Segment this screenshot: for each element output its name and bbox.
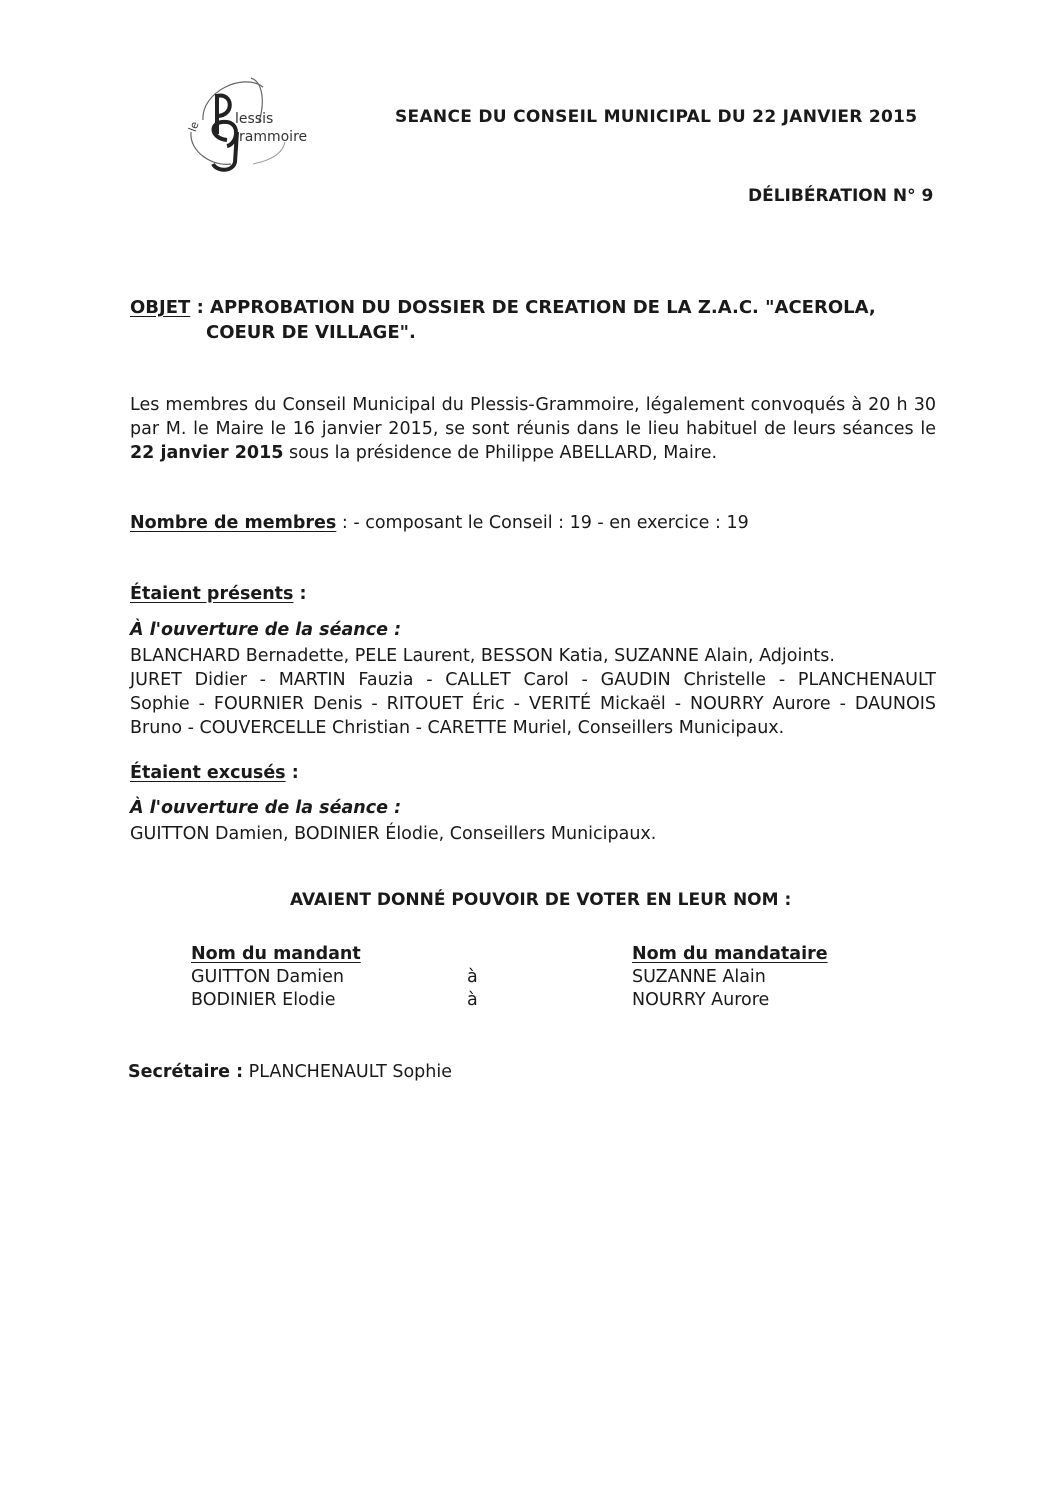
- svg-text:lessis: lessis: [235, 111, 274, 127]
- a-cell: à: [467, 990, 478, 1010]
- membres-label: Nombre de membres: [130, 513, 337, 533]
- deliberation-number: DÉLIBÉRATION N° 9: [748, 186, 934, 206]
- objet-line1: APPROBATION DU DOSSIER DE CREATION DE LA Z.A.C. "ACEROLA,: [210, 297, 876, 318]
- membres-line: [130, 513, 749, 533]
- presents-line4: Bruno - COUVERCELLE Christian - CARETTE Muriel, Conseillers Municipaux.: [130, 718, 785, 738]
- svg-text:le: le: [186, 119, 202, 134]
- excuses-list: GUITTON Damien, BODINIER Élodie, Conseillers Municipaux.: [130, 824, 657, 844]
- excuses-heading: Étaient excusés :: [130, 763, 299, 783]
- secretaire-label: Secrétaire :: [128, 1062, 244, 1082]
- intro-paragraph: [130, 393, 936, 465]
- presents-list: [130, 644, 936, 740]
- svg-text:rammoire: rammoire: [239, 129, 308, 145]
- col-mandant-header: Nom du mandant: [191, 944, 361, 964]
- membres-text: : - composant le Conseil : 19 - en exercice : 19: [336, 513, 749, 533]
- intro-part1: Les membres du Conseil Municipal du Plessis-Grammoire, légalement convoqués à 20 h 30 par M. le Maire le 16 janvier 2015, se sont réunis dans le lieu habituel de leurs séances le: [130, 395, 936, 439]
- objet-label: OBJET: [130, 297, 191, 318]
- presents-heading: Étaient présents :: [130, 584, 307, 604]
- col-mandataire-header: Nom du mandataire: [632, 944, 828, 964]
- intro-part2: sous la présidence de Philippe ABELLARD, Maire.: [283, 443, 718, 463]
- presents-line3: Sophie - FOURNIER Denis - RITOUET Éric - VERITÉ Mickaël - NOURRY Aurore - DAUNOIS: [130, 694, 936, 714]
- presents-subheading: À l'ouverture de la séance :: [130, 620, 402, 640]
- intro-date: 22 janvier 2015: [130, 443, 284, 463]
- objet-sep: :: [190, 297, 211, 318]
- secretaire-name: PLANCHENAULT Sophie: [243, 1062, 452, 1082]
- objet-line2: COEUR DE VILLAGE".: [206, 322, 416, 343]
- a-cell: à: [467, 967, 478, 987]
- mandant-cell: GUITTON Damien: [191, 967, 344, 987]
- mandant-cell: BODINIER Elodie: [191, 990, 336, 1010]
- municipality-logo: [183, 72, 323, 182]
- mandataire-cell: NOURRY Aurore: [632, 990, 770, 1010]
- objet-block: [130, 295, 930, 345]
- secretaire-line: [128, 1062, 452, 1082]
- mandataire-cell: SUZANNE Alain: [632, 967, 766, 987]
- meeting-title: SEANCE DU CONSEIL MUNICIPAL DU 22 JANVIER 2015: [395, 107, 918, 127]
- pouvoir-title: AVAIENT DONNÉ POUVOIR DE VOTER EN LEUR NOM :: [290, 890, 792, 910]
- presents-line2: JURET Didier - MARTIN Fauzia - CALLET Carol - GAUDIN Christelle - PLANCHENAULT: [130, 670, 936, 690]
- excuses-subheading: À l'ouverture de la séance :: [130, 798, 402, 818]
- presents-line1: BLANCHARD Bernadette, PELE Laurent, BESSON Katia, SUZANNE Alain, Adjoints.: [130, 646, 835, 666]
